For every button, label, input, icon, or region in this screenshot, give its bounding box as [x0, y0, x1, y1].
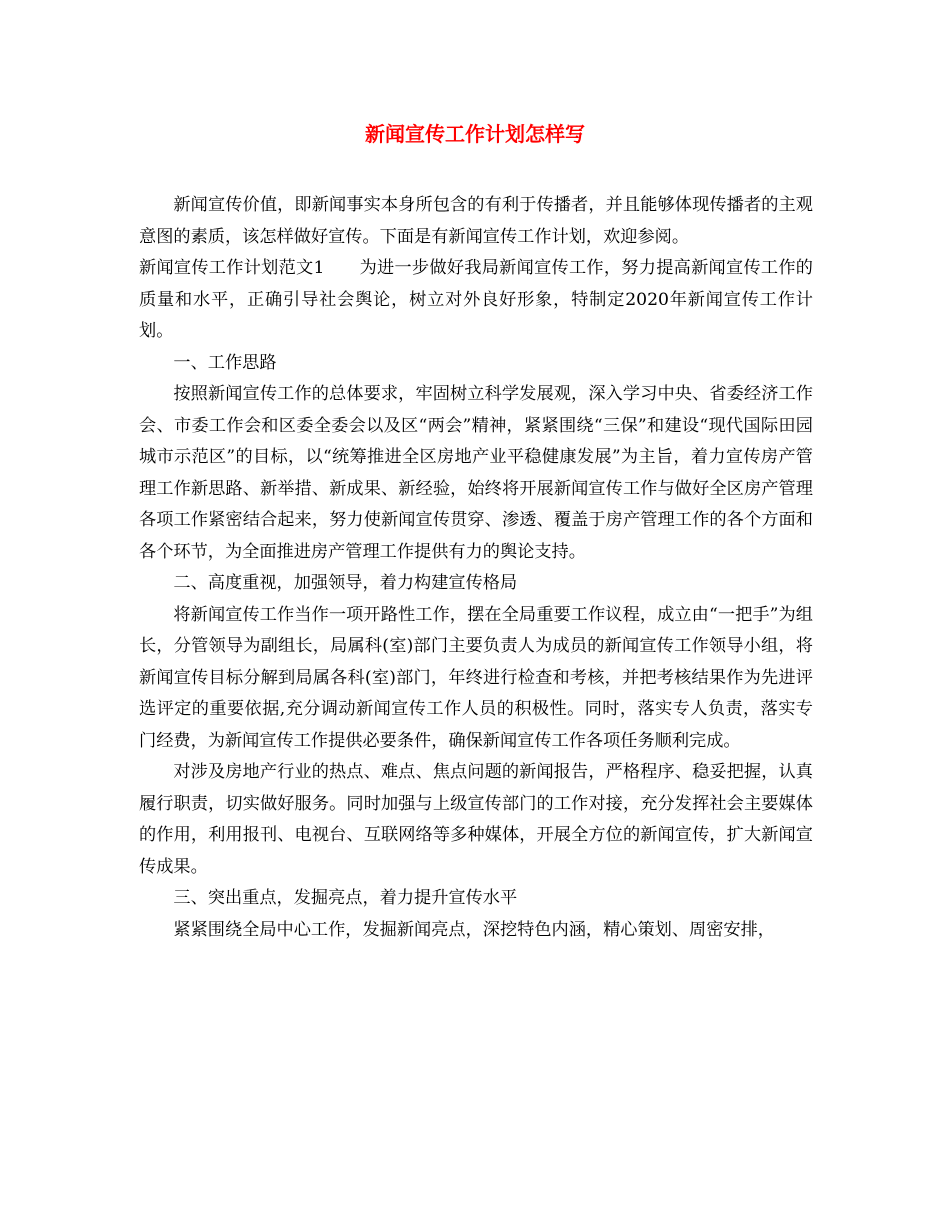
document-title: 新闻宣传工作计划怎样写 — [365, 122, 585, 146]
paragraph-intro: 新闻宣传价值，即新闻事实本身所包含的有利于传播者，并且能够体现传播者的主观意图的素质，该怎样做好宣传。下面是有新闻宣传工作计划，欢迎参阅。 — [139, 195, 813, 247]
paragraph-highlights: 紧紧围绕全局中心工作，发掘新闻亮点，深挖特色内涵，精心策划、周密安排， — [173, 919, 775, 940]
paragraph-work-idea: 按照新闻宣传工作的总体要求，牢固树立科学发展观，深入学习中央、省委经济工作会、市委工作会和区委全委会以及区“两会”精神，紧紧围绕“三保”和建设“现代国际田园城市示范区”的目标，以“统筹推进全区房地产业平稳健康发展”为主旨，着力宣传房产管理工作新思路、新举措、新成果、新经验，始终将开展新闻宣传工作与做好全区房产管理各项工作紧密结合起来，努力使新闻宣传贯穿、渗透、覆盖于房产管理工作的各个方面和各个环节，为全面推进房产管理工作提供有力的舆论支持。 — [139, 384, 813, 562]
section-heading-leadership: 二、高度重视，加强领导，着力构建宣传格局 — [173, 573, 518, 593]
section-heading-work-idea: 一、工作思路 — [173, 352, 277, 373]
paragraph-leadership: 将新闻宣传工作当作一项开路性工作，摆在全局重要工作议程，成立由“一把手”为组长，分管领导为副组长，局属科(室)部门主要负责人为成员的新闻宣传工作领导小组，将新闻宣传目标分解到局属各科(室)部门，年终进行检查和考核，并把考核结果作为先进评选评定的重要依据,充分调动新闻宣传工作人员的积极性。同时，落实专人负责，落实专门经费，为新闻宣传工作提供必要条件，确保新闻宣传工作各项任务顺利完成。 — [139, 604, 813, 751]
paragraph-sample-heading: 新闻宣传工作计划范文1 为进一步做好我局新闻宣传工作，努力提高新闻宣传工作的质量和水平，正确引导社会舆论，树立对外良好形象，特制定2020年新闻宣传工作计划。 — [139, 258, 813, 341]
document-body — [139, 190, 813, 946]
paragraph-hotspots: 对涉及房地产行业的热点、难点、焦点问题的新闻报告，严格程序、稳妥把握，认真履行职责，切实做好服务。同时加强与上级宣传部门的工作对接，充分发挥社会主要媒体的作用，利用报刊、电视台、互联网络等多种媒体，开展全方位的新闻宣传，扩大新闻宣传成果。 — [139, 762, 813, 877]
section-heading-highlights: 三、突出重点，发掘亮点，着力提升宣传水平 — [173, 888, 518, 908]
